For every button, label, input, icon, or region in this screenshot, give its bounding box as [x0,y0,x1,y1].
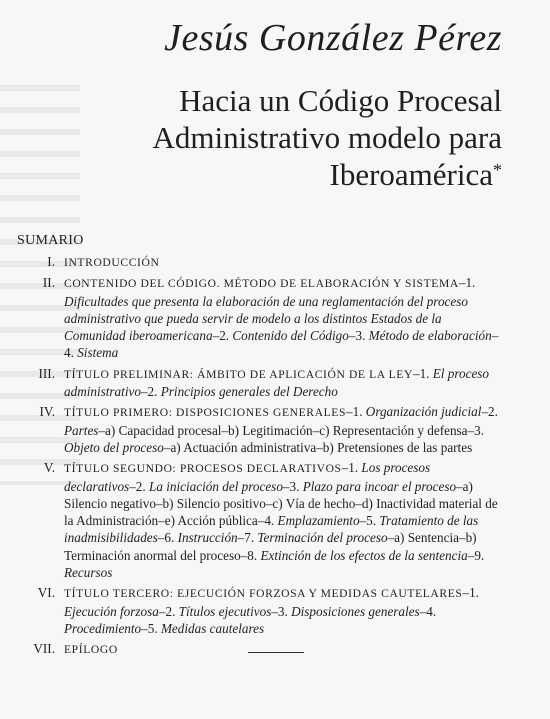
subsection-italic-text: Medidas cautelares [160,620,265,636]
subsection-italic-text: Tratamiento de las inadmisibilidades [64,513,479,546]
summary-item-number: VI. [37,585,55,601]
subsection-text: –a) Actuación administrativa–b) Pretensiones de las partes [163,439,473,455]
summary-item-text [64,365,503,401]
subsection-text: –3. [271,603,292,619]
summary-item [0,403,550,456]
subsection-text: –5. [141,620,161,636]
subsection-text: –2. [212,328,233,344]
summary-item-number: I. [47,254,55,269]
subsection-italic-text: Contenido del Código [232,328,349,344]
summary-item [0,365,550,401]
subsection-italic-text: Objeto del proceso [64,439,164,455]
author-name: Jesús González Pérez [164,17,502,59]
summary-item-text [64,274,503,361]
subsection-italic-text: La iniciación del proceso [148,478,283,494]
section-divider [248,652,304,653]
summary-item-number: V. [43,460,55,476]
subsection-italic-text: El proceso administrativo [64,365,490,400]
subsection-text: –4. [64,328,499,361]
summary-item-number: IV. [39,404,55,420]
subsection-text: –7. [237,530,258,546]
subsection-text: –a) Sentencia–b) Terminación anormal del proceso–8. [64,530,477,563]
subsection-italic-text: Recursos [64,565,113,581]
subsection-italic-text: Partes [64,422,99,438]
subsection-text: –2. [158,603,179,619]
subsection-text: –1. [412,365,433,381]
subsection-italic-text: Los procesos declarativos [64,460,431,494]
footnote-mark: * [493,160,502,180]
summary-item-number: VII. [33,641,55,657]
subsection-text: –a) Capacidad procesal–b) Legitimación–c) Representación y defensa–3. [98,422,485,438]
summary-item [0,584,550,637]
summary-item-text [64,459,503,581]
summary-item-text [64,403,503,456]
summary-list [0,253,550,662]
summary-item-text [64,640,503,658]
section-heading-text: INTRODUCCIÓN [64,256,160,269]
summary-heading: SUMARIO [17,233,84,248]
subsection-text: –1. [341,460,362,476]
subsection-italic-text: Principios generales del Derecho [160,384,338,400]
summary-item-number: III. [38,365,55,381]
subsection-text: –2. [129,478,149,494]
subsection-text: –5. [359,513,380,529]
article-title [152,82,502,193]
subsection-text: –a) Silencio negativo–b) Silencio positivo–c) Vía de hecho–d) Inactividad material de la Administración–e) Acción pública–4. [64,478,498,529]
subsection-italic-text: Ejecución forzosa [64,603,159,619]
subsection-text: –3. [282,478,303,494]
subsection-italic-text: Emplazamiento [277,513,360,529]
section-heading-text: EPÍLOGO [64,643,118,657]
subsection-text: –2. [481,404,498,420]
subsection-italic-text: Instrucción [177,530,238,546]
subsection-text: –1. [346,404,366,420]
title-line-3-text: Iberoamérica [329,157,493,192]
section-heading-text: TÍTULO PRELIMINAR: ÁMBITO DE APLICACIÓN DE LA LEY [64,367,413,381]
title-line-3 [152,156,502,193]
subsection-text: –6. [157,530,178,546]
subsection-italic-text: Disposiciones generales [291,603,420,619]
section-heading-text: CONTENIDO DEL CÓDIGO. MÉTODO DE ELABORACIÓN Y SISTEMA [64,277,459,291]
summary-item [0,274,550,361]
subsection-italic-text: Extinción de los efectos de la sentencia [260,547,468,563]
section-heading-text: TÍTULO TERCERO: EJECUCIÓN FORZOSA Y MEDIDAS CAUTELARES [64,587,463,601]
subsection-italic-text: Procedimiento [64,620,142,636]
title-line-1: Hacia un Código Procesal [179,83,502,118]
summary-item [0,253,550,271]
subsection-text: –9. [467,547,485,563]
section-heading-text: TÍTULO SEGUNDO: PROCESOS DECLARATIVOS [64,462,342,476]
summary-item-text [64,253,503,271]
subsection-text: –1. [458,275,476,291]
summary-item [0,459,550,581]
subsection-italic-text: Terminación del proceso [257,530,388,546]
subsection-text: –2. [140,384,161,400]
subsection-italic-text: Plazo para incoar el proceso [302,478,457,494]
summary-item [0,640,550,658]
subsection-text: –4. [419,603,437,619]
subsection-italic-text: Dificultades que presenta la elaboración de una reglamentación del proceso administrativo que pueda servir de modelo a los distintos Estados de la Comunidad iberoamericana [64,293,468,344]
section-heading-text: TÍTULO PRIMERO: DISPOSICIONES GENERALES [64,406,347,420]
subsection-italic-text: Sistema [77,345,119,361]
subsection-text: –1. [462,585,479,601]
summary-item-number: II. [42,275,55,291]
summary-item-text [64,584,503,637]
subsection-italic-text: Títulos ejecutivos [178,603,272,619]
subsection-italic-text: Método de elaboración [368,328,492,344]
subsection-italic-text: Organización judicial [365,404,482,420]
title-line-2: Administrativo modelo para [152,120,502,155]
subsection-text: –3. [348,328,369,344]
